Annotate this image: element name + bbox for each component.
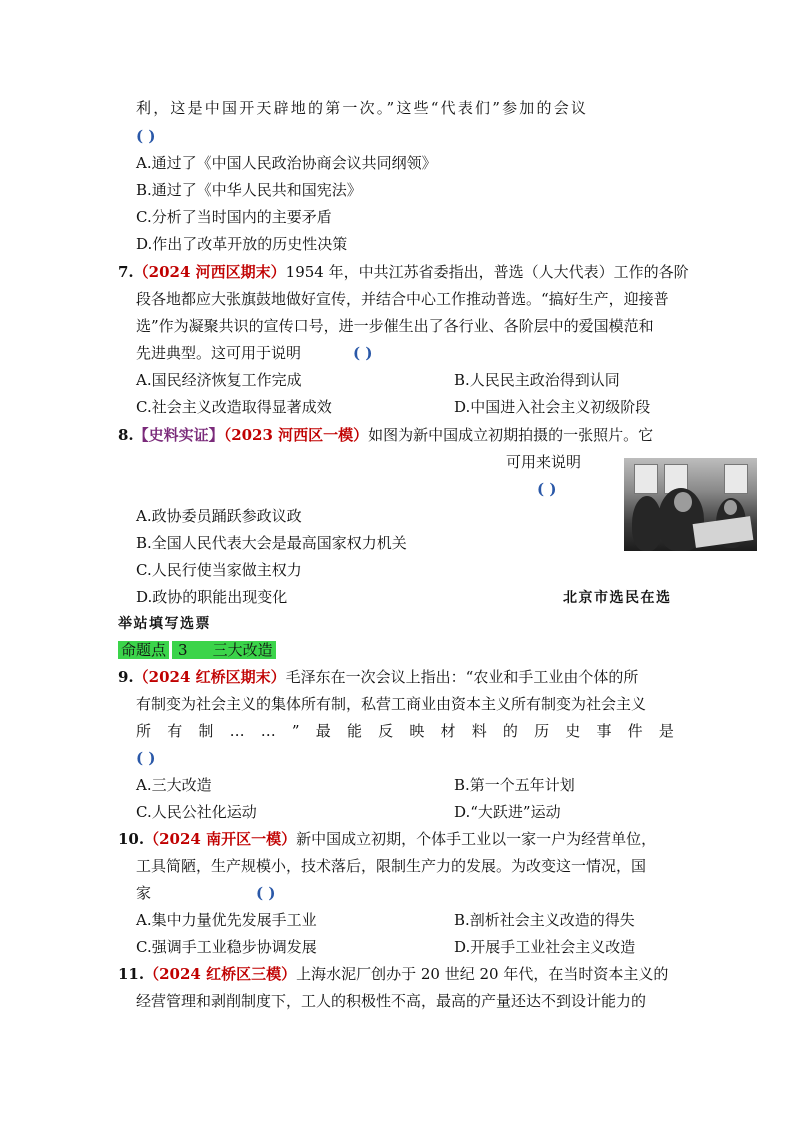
q9-option-c: C.人民公社化运动 [136,803,257,821]
photo-window [634,464,658,494]
q11-stem-1: 上海水泥厂创办于 20 世纪 20 年代，在当时资本主义的 [296,965,669,983]
q10-option-a: A.集中力量优先发展手工业 [136,911,317,929]
q9-option-a: A.三大改造 [136,776,212,794]
q11-number: 11. [118,965,145,983]
q7-stem-1: 1954 年，中共江苏省委指出，普选（人大代表）工作的各阶 [285,263,689,281]
q9-char: 制 [198,722,214,740]
q9-char: 材 [440,722,456,740]
q9-number: 9. [118,668,134,686]
q10-line-1 [118,829,656,849]
q6-option-b: B.通过了《中华人民共和国宪法》 [136,181,362,199]
q11-line-1 [118,964,668,984]
photo-window [724,464,748,494]
q9-option-b: B.第一个五年计划 [454,776,575,794]
q7-stem-3: 选”作为凝聚共识的宣传口号，进一步催生出了各行业、各阶层中的爱国模范和 [136,317,654,335]
q7-line-1 [118,262,689,282]
q9-char: 最 [315,722,331,740]
q7-option-a: A.国民经济恢复工作完成 [136,371,302,389]
q10-number: 10. [118,830,145,848]
q8-stem-1: 如图为新中国成立初期拍摄的一张照片。它 [368,426,654,444]
q9-char: ” [291,722,300,740]
q9-char: 事 [596,722,612,740]
q9-stem-2: 有制变为社会主义的集体所有制，私营工商业由资本主义所有制变为社会主义 [136,695,647,713]
q9-source: （2024 红桥区期末） [133,668,286,686]
section-heading [118,640,276,660]
q10-source: （2024 南开区一模） [144,830,297,848]
q8-tag: 【史料实证】 [133,426,224,444]
q7-source: （2024 河西区期末） [133,263,286,281]
section-number: 3 [172,641,191,659]
q7-number: 7. [118,263,134,281]
q8-option-c: C.人民行使当家做主权力 [136,561,302,579]
q9-option-d: D.“大跃进”运动 [454,803,561,821]
q7-answer-paren: ( ) [353,344,373,362]
q9-char: 有 [167,722,183,740]
photo-face [724,500,737,515]
q9-line-1 [118,667,638,687]
q10-stem-2: 工具简陋，生产规模小，技术落后，限制生产力的发展。为改变这一情况，国 [136,857,647,875]
q6-answer-paren: ( ) [136,127,156,145]
q9-char: 历 [534,722,550,740]
q8-line-1 [118,425,653,445]
q6-stem-continuation: 利，这是中国开天辟地的第一次。”这些“代表们”参加的会议 [136,99,589,117]
q10-stem-1: 新中国成立初期，个体手工业以一家一户为经营单位， [296,830,657,848]
photo-face [674,492,692,512]
section-title: 三大改造 [191,641,276,659]
q9-char: 反 [378,722,394,740]
q10-option-c: C.强调手工业稳步协调发展 [136,938,317,956]
q8-option-a: A.政协委员踊跃参政议政 [136,507,302,525]
photo-caption-line-1: 北京市选民在选 [563,590,672,606]
q8-stem-2: 可用来说明 [506,453,582,471]
voters-photo [624,458,757,551]
q9-stem-1: 毛泽东在一次会议上指出：“农业和手工业由个体的所 [285,668,639,686]
q10-option-d: D.开展手工业社会主义改造 [454,938,636,956]
q9-char: 能 [346,722,362,740]
q6-option-c: C.分析了当时国内的主要矛盾 [136,208,332,226]
q11-source: （2024 红桥区三模） [144,965,297,983]
q7-option-b: B.人民民主政治得到认同 [454,371,620,389]
q9-char: 料 [471,722,487,740]
q7-stem-4: 先进典型。这可用于说明 [136,344,302,362]
q9-char: 映 [409,722,425,740]
q9-char: 史 [565,722,581,740]
q8-number: 8. [118,426,134,444]
q7-stem-2: 段各地都应大张旗鼓地做好宣传，并结合中心工作推动普选。“搞好生产，迎接普 [136,290,669,308]
q9-char: 所 [136,722,152,740]
q8-option-d: D.政协的职能出现变化 [136,588,288,606]
q9-stem-3 [136,721,674,741]
q9-char: 件 [627,722,643,740]
q9-char: 是 [658,722,674,740]
q7-option-d: D.中国进入社会主义初级阶段 [454,398,651,416]
q10-answer-paren: ( ) [256,884,276,902]
q9-answer-paren: ( ) [136,749,156,767]
photo-caption-line-2: 举站填写选票 [118,616,211,632]
q9-char: 的 [502,722,518,740]
q6-option-d: D.作出了改革开放的历史性决策 [136,235,348,253]
q11-stem-2: 经营管理和剥削制度下，工人的积极性不高，最高的产量还达不到设计能力的 [136,992,647,1010]
q8-option-b: B.全国人民代表大会是最高国家权力机关 [136,534,407,552]
q6-option-a: A.通过了《中国人民政治协商会议共同纲领》 [136,154,437,172]
q9-char: … [260,722,276,740]
q8-source: （2023 河西区一模） [223,426,369,444]
q8-answer-paren: ( ) [537,480,557,498]
q10-stem-3: 家 [136,884,152,902]
q7-option-c: C.社会主义改造取得显著成效 [136,398,332,416]
q10-option-b: B.剖析社会主义改造的得失 [454,911,635,929]
q9-char: … [229,722,245,740]
section-label: 命题点 [118,641,169,659]
